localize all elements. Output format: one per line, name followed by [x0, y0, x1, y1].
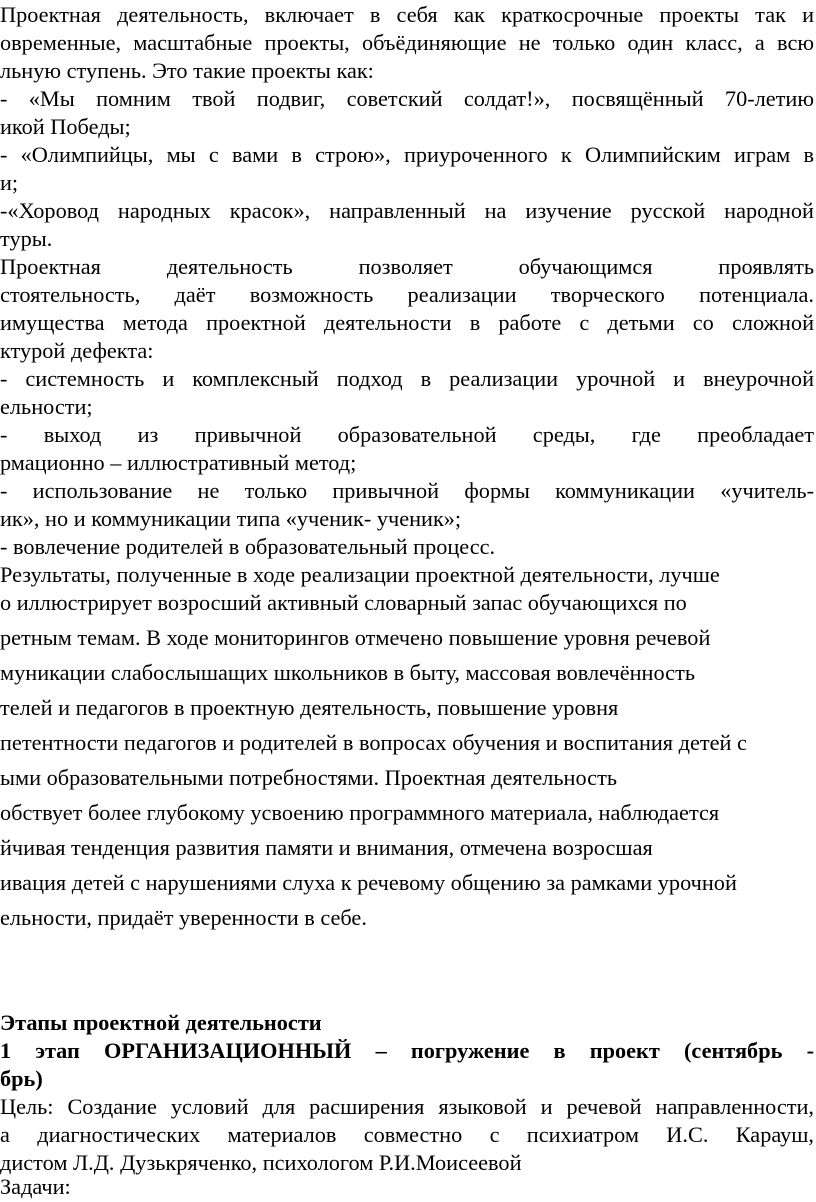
- paragraph-line: Проектная деятельность, включает в себя как краткосрочные проекты так и: [0, 2, 814, 27]
- paragraph-line: ельности, придаёт уверенности в себе.: [0, 905, 367, 930]
- paragraph-line: имущества метода проектной деятельности в работе с детьми со сложной: [0, 310, 814, 335]
- section-heading: Этапы проектной деятельности: [0, 1010, 322, 1035]
- paragraph-line: петентности педагогов и родителей в вопросах обучения и воспитания детей с: [0, 730, 747, 755]
- paragraph-line: а диагностических материалов совместно с психиатром И.С. Карауш,: [0, 1122, 814, 1147]
- list-item-line: туры.: [0, 226, 53, 251]
- list-item-line: -«Хоровод народных красок», направленный на изучение русской народной: [0, 198, 814, 223]
- list-item-line: ельности;: [0, 394, 93, 419]
- paragraph-line: стоятельность, даёт возможность реализации творческого потенциала.: [0, 282, 814, 307]
- list-item-line: и;: [0, 170, 19, 195]
- paragraph-line: ыми образовательными потребностями. Проектная деятельность: [0, 765, 617, 790]
- paragraph-line: ретным темам. В ходе мониторингов отмечено повышение уровня речевой: [0, 625, 711, 650]
- paragraph-line: льную ступень. Это такие проекты как:: [0, 58, 374, 83]
- list-item-line: икой Победы;: [0, 114, 131, 139]
- list-item-line: - системность и комплексный подход в реализации урочной и внеурочной: [0, 366, 814, 391]
- paragraph-line: о иллюстрирует возросший активный словарный запас обучающихся по: [0, 590, 687, 615]
- paragraph-line: ктурой дефекта:: [0, 338, 154, 363]
- paragraph-line: Цель: Создание условий для расширения языковой и речевой направленности,: [0, 1094, 814, 1119]
- paragraph-line: овременные, масштабные проекты, объёдиняющие не только один класс, а всю: [0, 30, 814, 55]
- list-item-line: рмационно – иллюстративный метод;: [0, 450, 357, 475]
- paragraph-line: Проектная деятельность позволяет обучающимся проявлять: [0, 254, 814, 279]
- paragraph-line: йчивая тенденция развития памяти и внимания, отмечена возросшая: [0, 835, 653, 860]
- paragraph-line: Результаты, полученные в ходе реализации проектной деятельности, лучше: [0, 562, 720, 587]
- list-item-line: - «Мы помним твой подвиг, советский солдат!», посвящённый 70-летию: [0, 86, 814, 111]
- list-item-line: - «Олимпийцы, мы с вами в строю», приуроченного к Олимпийским играм в: [0, 142, 814, 167]
- list-item-line: ик», но и коммуникации типа «ученик- ученик»;: [0, 506, 462, 531]
- paragraph-line: дистом Л.Д. Дузькряченко, психологом Р.И.Моисеевой: [0, 1150, 522, 1175]
- paragraph-line: Задачи:: [0, 1174, 71, 1199]
- paragraph-line: телей и педагогов в проектную деятельность, повышение уровня: [0, 695, 619, 720]
- list-item-line: - использование не только привычной формы коммуникации «учитель-: [0, 478, 814, 503]
- stage-heading: брь): [0, 1066, 43, 1091]
- paragraph-line: обствует более глубокому усвоению программного материала, наблюдается: [0, 800, 720, 825]
- list-item-line: - вовлечение родителей в образовательный процесс.: [0, 534, 496, 559]
- stage-heading: 1 этап ОРГАНИЗАЦИОННЫЙ – погружение в проект (сентябрь -: [0, 1038, 814, 1063]
- list-item-line: - выход из привычной образовательной среды, где преобладает: [0, 422, 814, 447]
- paragraph-line: муникации слабослышащих школьников в быту, массовая вовлечённость: [0, 660, 695, 685]
- paragraph-line: ивация детей с нарушениями слуха к речевому общению за рамками урочной: [0, 870, 737, 895]
